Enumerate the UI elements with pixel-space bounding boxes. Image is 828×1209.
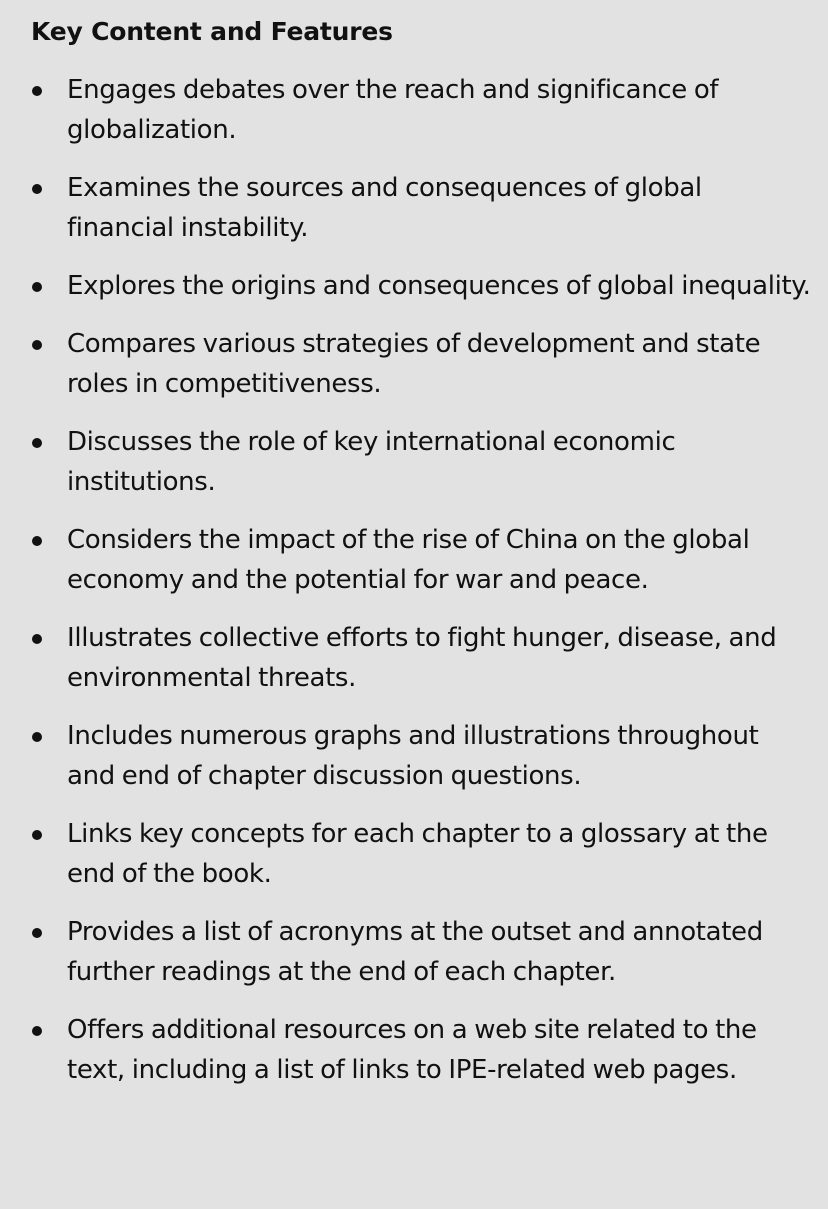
list-item	[31, 814, 811, 894]
section-heading: Key Content and Features	[31, 17, 393, 46]
list-item-text: Discusses the role of key international economic institutions.	[67, 427, 676, 497]
bullet-icon	[31, 266, 43, 306]
bullet-icon	[31, 520, 43, 560]
list-item-text: Considers the impact of the rise of China on the global economy and the potential for war and peace.	[67, 525, 750, 595]
list-item-text: Provides a list of acronyms at the outset and annotated further readings at the end of each chapter.	[67, 917, 763, 987]
key-features-section	[31, 14, 811, 1108]
list-item	[31, 70, 811, 150]
list-item-text: Engages debates over the reach and significance of globalization.	[67, 75, 719, 145]
bullet-icon	[31, 70, 43, 110]
list-item-text: Offers additional resources on a web site related to the text, including a list of links to IPE-related web pages.	[67, 1015, 757, 1085]
bullet-icon	[31, 422, 43, 462]
bullet-icon	[31, 912, 43, 952]
list-item	[31, 912, 811, 992]
list-item-text: Examines the sources and consequences of global financial instability.	[67, 173, 702, 243]
list-item	[31, 716, 811, 796]
list-item-text: Links key concepts for each chapter to a glossary at the end of the book.	[67, 819, 768, 889]
bullet-icon	[31, 168, 43, 208]
bullet-icon	[31, 618, 43, 658]
list-item	[31, 1010, 811, 1090]
list-item-text: Explores the origins and consequences of global inequality.	[67, 271, 811, 301]
bullet-icon	[31, 814, 43, 854]
list-item-text: Includes numerous graphs and illustrations throughout and end of chapter discussion questions.	[67, 721, 759, 791]
list-item-text: Compares various strategies of development and state roles in competitiveness.	[67, 329, 761, 399]
bullet-icon	[31, 716, 43, 756]
bullet-icon	[31, 1010, 43, 1050]
list-item-text: Illustrates collective efforts to fight hunger, disease, and environmental threats.	[67, 623, 777, 693]
list-item	[31, 618, 811, 698]
list-item	[31, 168, 811, 248]
list-item	[31, 520, 811, 600]
list-item	[31, 266, 811, 306]
features-list	[31, 70, 811, 1090]
bullet-icon	[31, 324, 43, 364]
list-item	[31, 324, 811, 404]
list-item	[31, 422, 811, 502]
